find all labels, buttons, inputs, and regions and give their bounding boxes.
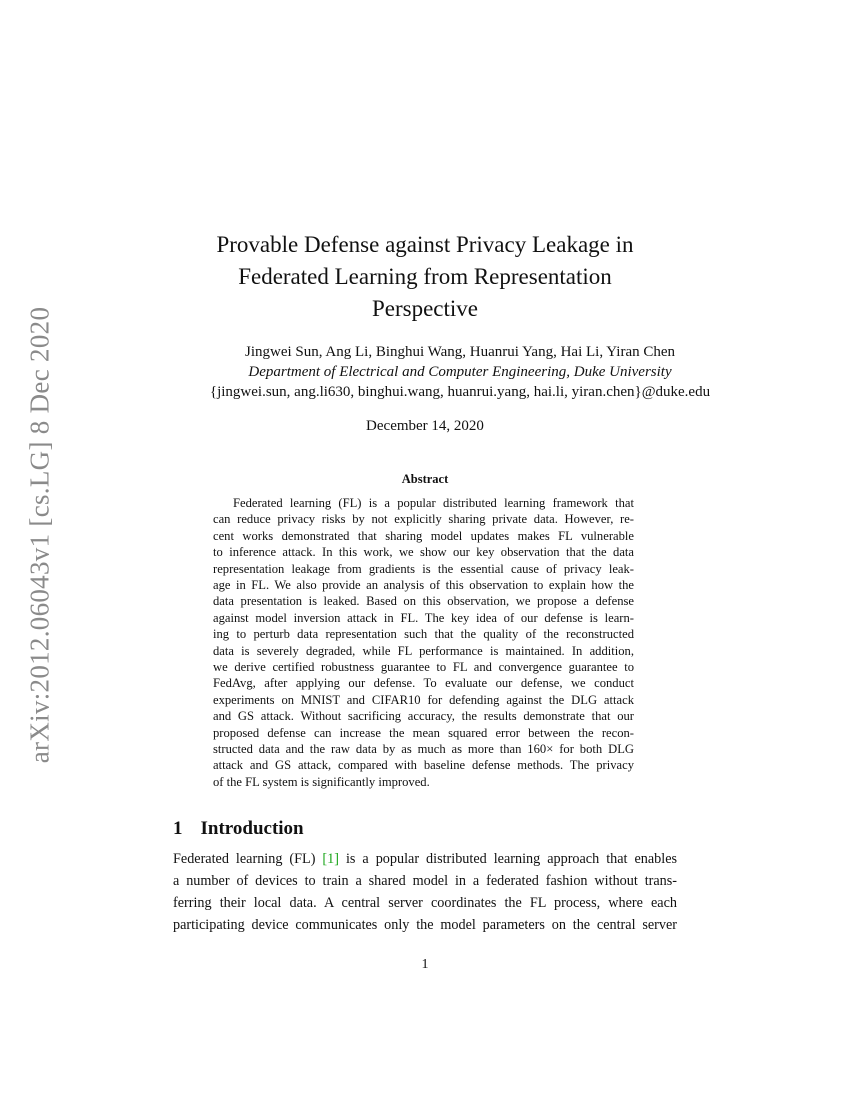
- section-heading: [173, 818, 322, 840]
- abstract-line: data is severely degraded, while FL performance is maintained. In addition,: [213, 643, 634, 658]
- paper-title: [0, 229, 850, 325]
- title-line: Perspective: [371, 296, 478, 321]
- abstract-line: proposed defense can increase the mean squared error between the recon-: [213, 725, 634, 740]
- abstract-line: we derive certified robustness guarantee to FL and convergence guarantee to: [213, 660, 634, 674]
- abstract-line: cent works demonstrated that sharing model updates makes FL vulnerable: [213, 528, 634, 543]
- affiliation: Department of Electrical and Computer Engineering, Duke University: [248, 364, 672, 380]
- abstract-line: and GS attack. Without sacrificing accuracy, the results demonstrate that our: [213, 709, 634, 724]
- authors: Jingwei Sun, Ang Li, Binghui Wang, Huanrui Yang, Hai Li, Yiran Chen: [244, 344, 676, 360]
- abstract-line: attack and GS attack, compared with baseline defense methods. The privacy: [213, 758, 634, 773]
- intro-line: participating device communicates only the model parameters on the central server: [173, 917, 677, 933]
- abstract-line: data presentation is leaked. Based on this observation, we propose a defense: [213, 594, 634, 609]
- abstract-line: FedAvg, after applying our defense. To evaluate our defense, we conduct: [213, 676, 634, 691]
- intro-line: ferring their local data. A central server coordinates the FL process, where each: [173, 895, 677, 911]
- abstract-line: ing to perturb data representation such that the quality of the reconstructed: [213, 627, 634, 642]
- citation-link[interactable]: [1]: [322, 851, 339, 867]
- abstract-line: Federated learning (FL) is a popular distributed learning framework that: [233, 496, 634, 510]
- page-number: 1: [421, 957, 429, 972]
- text: Federated learning (FL): [173, 851, 323, 867]
- date: December 14, 2020: [366, 418, 484, 434]
- abstract-line: can reduce privacy risks by not explicitly sharing private data. However, re-: [213, 512, 634, 527]
- abstract-line: of the FL system is significantly improved.: [213, 774, 430, 789]
- abstract-line: representation leakage from gradients is the essential cause of privacy leak-: [213, 561, 634, 576]
- abstract-line: experiments on MNIST and CIFAR10 for defending against the DLG attack: [213, 692, 634, 707]
- intro-line: [173, 851, 677, 868]
- text: is a popular distributed learning approach that enables: [338, 851, 678, 867]
- title-line: Provable Defense against Privacy Leakage in: [216, 232, 634, 257]
- title-line: Federated Learning from Representation: [238, 264, 612, 289]
- abstract-line: structed data and the raw data by as much as more than 160× for both DLG: [213, 742, 634, 756]
- section-title: Introduction: [200, 818, 304, 839]
- section-number: 1: [173, 818, 183, 839]
- abstract-heading: Abstract: [401, 472, 449, 486]
- abstract-line: age in FL. We also provide an analysis of this observation to explain how the: [213, 578, 634, 592]
- abstract-line: to inference attack. In this work, we show our key observation that the data: [213, 545, 634, 560]
- arxiv-identifier: arXiv:2012.06043v1 [cs.LG] 8 Dec 2020: [24, 306, 55, 764]
- intro-line: a number of devices to train a shared model in a federated fashion without trans-: [173, 873, 677, 889]
- abstract-line: against model inversion attack in FL. The key idea of our defense is learn-: [213, 610, 634, 625]
- emails: {jingwei.sun, ang.li630, binghui.wang, huanrui.yang, hai.li, yiran.chen}@duke.edu: [209, 384, 711, 400]
